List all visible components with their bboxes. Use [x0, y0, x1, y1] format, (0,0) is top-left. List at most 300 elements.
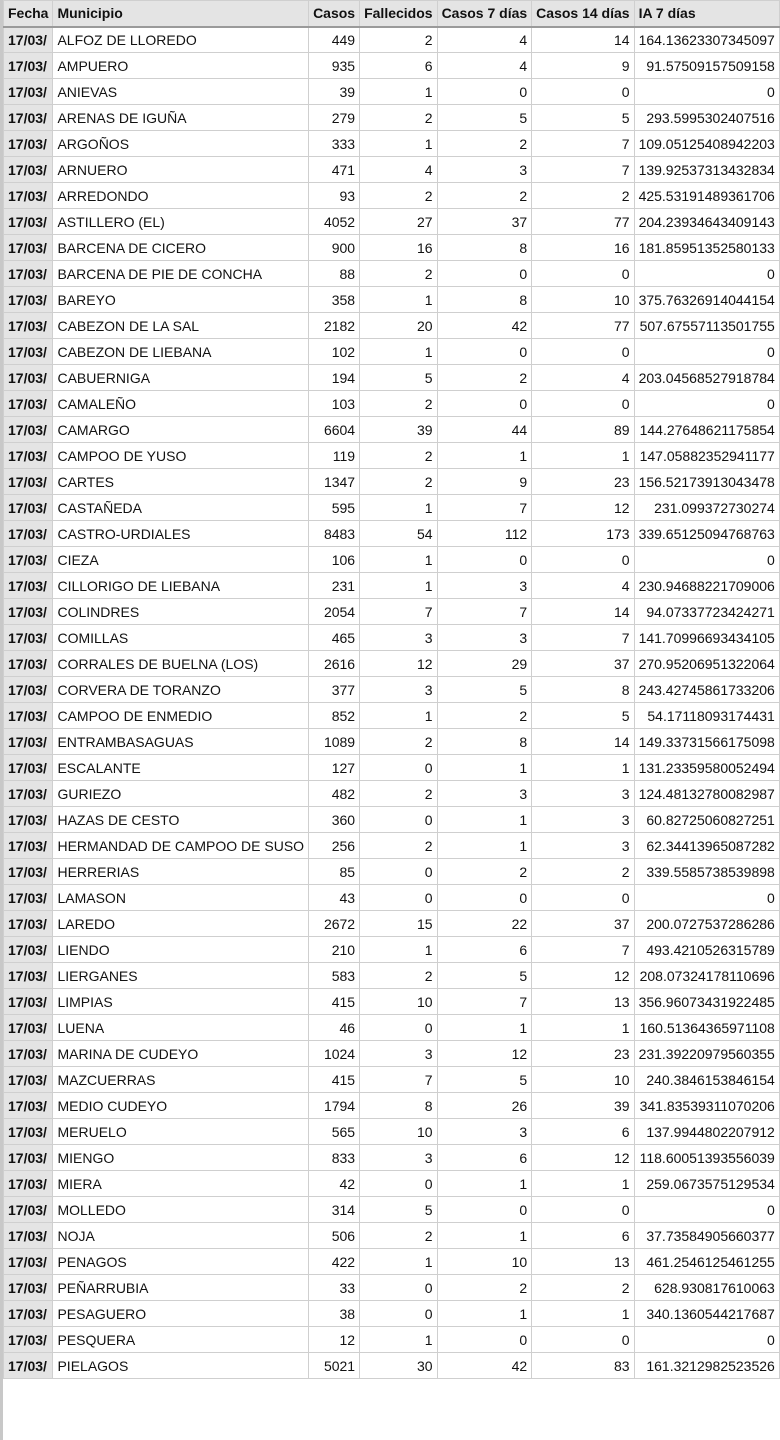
cell-ia-7-dias[interactable]: 628.930817610063 — [634, 1275, 779, 1301]
cell-municipio[interactable]: HERRERIAS — [53, 859, 309, 885]
cell-casos[interactable]: 422 — [309, 1249, 360, 1275]
cell-casos-14-dias[interactable]: 10 — [532, 287, 634, 313]
cell-fecha[interactable]: 17/03/ — [4, 53, 53, 79]
cell-fallecidos[interactable]: 1 — [360, 703, 437, 729]
cell-casos-14-dias[interactable]: 1 — [532, 1171, 634, 1197]
cell-ia-7-dias[interactable]: 0 — [634, 547, 779, 573]
cell-fallecidos[interactable]: 5 — [360, 365, 437, 391]
cell-fecha[interactable]: 17/03/ — [4, 1067, 53, 1093]
cell-casos-14-dias[interactable]: 14 — [532, 27, 634, 53]
cell-fallecidos[interactable]: 0 — [360, 1171, 437, 1197]
cell-casos-14-dias[interactable]: 0 — [532, 339, 634, 365]
cell-casos[interactable]: 12 — [309, 1327, 360, 1353]
cell-casos-7-dias[interactable]: 2 — [437, 365, 532, 391]
cell-casos-7-dias[interactable]: 3 — [437, 573, 532, 599]
cell-ia-7-dias[interactable]: 139.92537313432834 — [634, 157, 779, 183]
cell-fallecidos[interactable]: 1 — [360, 287, 437, 313]
cell-casos[interactable]: 935 — [309, 53, 360, 79]
cell-casos-14-dias[interactable]: 0 — [532, 885, 634, 911]
cell-casos-7-dias[interactable]: 0 — [437, 391, 532, 417]
cell-casos-14-dias[interactable]: 14 — [532, 599, 634, 625]
cell-fecha[interactable]: 17/03/ — [4, 1145, 53, 1171]
cell-casos[interactable]: 4052 — [309, 209, 360, 235]
cell-municipio[interactable]: COMILLAS — [53, 625, 309, 651]
cell-ia-7-dias[interactable]: 240.3846153846154 — [634, 1067, 779, 1093]
cell-fallecidos[interactable]: 1 — [360, 495, 437, 521]
cell-municipio[interactable]: CIEZA — [53, 547, 309, 573]
cell-fallecidos[interactable]: 1 — [360, 1249, 437, 1275]
cell-fallecidos[interactable]: 10 — [360, 1119, 437, 1145]
cell-fallecidos[interactable]: 7 — [360, 599, 437, 625]
cell-casos[interactable]: 415 — [309, 989, 360, 1015]
cell-casos[interactable]: 333 — [309, 131, 360, 157]
cell-municipio[interactable]: CARTES — [53, 469, 309, 495]
cell-casos-14-dias[interactable]: 5 — [532, 703, 634, 729]
cell-casos[interactable]: 88 — [309, 261, 360, 287]
cell-casos[interactable]: 2616 — [309, 651, 360, 677]
cell-casos-14-dias[interactable]: 14 — [532, 729, 634, 755]
cell-casos-14-dias[interactable]: 0 — [532, 1327, 634, 1353]
cell-ia-7-dias[interactable]: 37.73584905660377 — [634, 1223, 779, 1249]
cell-fallecidos[interactable]: 1 — [360, 1327, 437, 1353]
cell-casos[interactable]: 415 — [309, 1067, 360, 1093]
cell-fallecidos[interactable]: 0 — [360, 1301, 437, 1327]
cell-fecha[interactable]: 17/03/ — [4, 599, 53, 625]
cell-casos[interactable]: 2182 — [309, 313, 360, 339]
cell-casos-14-dias[interactable]: 7 — [532, 937, 634, 963]
cell-casos[interactable]: 358 — [309, 287, 360, 313]
cell-fecha[interactable]: 17/03/ — [4, 937, 53, 963]
cell-casos[interactable]: 377 — [309, 677, 360, 703]
cell-casos[interactable]: 2672 — [309, 911, 360, 937]
cell-ia-7-dias[interactable]: 94.07337723424271 — [634, 599, 779, 625]
cell-casos-14-dias[interactable]: 23 — [532, 1041, 634, 1067]
cell-ia-7-dias[interactable]: 339.5585738539898 — [634, 859, 779, 885]
cell-fallecidos[interactable]: 39 — [360, 417, 437, 443]
cell-fecha[interactable]: 17/03/ — [4, 547, 53, 573]
cell-casos-14-dias[interactable]: 0 — [532, 1197, 634, 1223]
cell-fecha[interactable]: 17/03/ — [4, 573, 53, 599]
cell-fecha[interactable]: 17/03/ — [4, 703, 53, 729]
cell-fallecidos[interactable]: 0 — [360, 1015, 437, 1041]
cell-ia-7-dias[interactable]: 375.76326914044154 — [634, 287, 779, 313]
cell-casos-14-dias[interactable]: 1 — [532, 1301, 634, 1327]
cell-casos[interactable]: 833 — [309, 1145, 360, 1171]
cell-casos-14-dias[interactable]: 3 — [532, 833, 634, 859]
cell-casos-14-dias[interactable]: 4 — [532, 573, 634, 599]
cell-ia-7-dias[interactable]: 341.83539311070206 — [634, 1093, 779, 1119]
cell-casos-14-dias[interactable]: 7 — [532, 131, 634, 157]
cell-ia-7-dias[interactable]: 137.9944802207912 — [634, 1119, 779, 1145]
cell-fecha[interactable]: 17/03/ — [4, 833, 53, 859]
cell-casos-7-dias[interactable]: 0 — [437, 339, 532, 365]
cell-fallecidos[interactable]: 2 — [360, 469, 437, 495]
cell-casos[interactable]: 565 — [309, 1119, 360, 1145]
cell-fecha[interactable]: 17/03/ — [4, 79, 53, 105]
cell-casos-7-dias[interactable]: 5 — [437, 1067, 532, 1093]
cell-casos-14-dias[interactable]: 173 — [532, 521, 634, 547]
cell-casos-7-dias[interactable]: 0 — [437, 547, 532, 573]
cell-fecha[interactable]: 17/03/ — [4, 625, 53, 651]
cell-casos[interactable]: 38 — [309, 1301, 360, 1327]
cell-municipio[interactable]: ARREDONDO — [53, 183, 309, 209]
cell-municipio[interactable]: LIENDO — [53, 937, 309, 963]
cell-casos-7-dias[interactable]: 0 — [437, 1197, 532, 1223]
cell-casos-7-dias[interactable]: 6 — [437, 937, 532, 963]
cell-fecha[interactable]: 17/03/ — [4, 495, 53, 521]
cell-fecha[interactable]: 17/03/ — [4, 235, 53, 261]
cell-casos-14-dias[interactable]: 13 — [532, 989, 634, 1015]
cell-casos-14-dias[interactable]: 2 — [532, 1275, 634, 1301]
cell-municipio[interactable]: CASTRO-URDIALES — [53, 521, 309, 547]
cell-fallecidos[interactable]: 2 — [360, 391, 437, 417]
cell-casos[interactable]: 102 — [309, 339, 360, 365]
cell-ia-7-dias[interactable]: 118.60051393556039 — [634, 1145, 779, 1171]
cell-fallecidos[interactable]: 2 — [360, 27, 437, 53]
cell-casos-7-dias[interactable]: 7 — [437, 989, 532, 1015]
cell-casos[interactable]: 360 — [309, 807, 360, 833]
cell-fallecidos[interactable]: 0 — [360, 755, 437, 781]
cell-casos-14-dias[interactable]: 5 — [532, 105, 634, 131]
cell-fecha[interactable]: 17/03/ — [4, 469, 53, 495]
cell-casos-14-dias[interactable]: 39 — [532, 1093, 634, 1119]
cell-ia-7-dias[interactable]: 0 — [634, 1327, 779, 1353]
cell-municipio[interactable]: CAMARGO — [53, 417, 309, 443]
cell-municipio[interactable]: HERMANDAD DE CAMPOO DE SUSO — [53, 833, 309, 859]
cell-municipio[interactable]: COLINDRES — [53, 599, 309, 625]
cell-casos-7-dias[interactable]: 26 — [437, 1093, 532, 1119]
cell-casos-7-dias[interactable]: 2 — [437, 131, 532, 157]
cell-municipio[interactable]: ANIEVAS — [53, 79, 309, 105]
header-municipio[interactable]: Municipio — [53, 1, 309, 27]
cell-fallecidos[interactable]: 0 — [360, 859, 437, 885]
cell-fallecidos[interactable]: 1 — [360, 79, 437, 105]
cell-municipio[interactable]: MIENGO — [53, 1145, 309, 1171]
cell-municipio[interactable]: ASTILLERO (EL) — [53, 209, 309, 235]
cell-ia-7-dias[interactable]: 0 — [634, 79, 779, 105]
header-casos-14-dias[interactable]: Casos 14 días — [532, 1, 634, 27]
cell-ia-7-dias[interactable]: 181.85951352580133 — [634, 235, 779, 261]
cell-casos[interactable]: 583 — [309, 963, 360, 989]
cell-municipio[interactable]: PESAGUERO — [53, 1301, 309, 1327]
cell-fecha[interactable]: 17/03/ — [4, 1015, 53, 1041]
cell-fecha[interactable]: 17/03/ — [4, 209, 53, 235]
cell-casos[interactable]: 471 — [309, 157, 360, 183]
cell-casos-14-dias[interactable]: 7 — [532, 625, 634, 651]
cell-fallecidos[interactable]: 2 — [360, 1223, 437, 1249]
cell-fecha[interactable]: 17/03/ — [4, 781, 53, 807]
cell-casos-7-dias[interactable]: 42 — [437, 313, 532, 339]
header-fecha[interactable]: Fecha — [4, 1, 53, 27]
cell-fecha[interactable]: 17/03/ — [4, 1171, 53, 1197]
cell-casos-7-dias[interactable]: 4 — [437, 27, 532, 53]
cell-ia-7-dias[interactable]: 340.1360544217687 — [634, 1301, 779, 1327]
cell-casos[interactable]: 85 — [309, 859, 360, 885]
cell-casos-14-dias[interactable]: 0 — [532, 261, 634, 287]
cell-casos-7-dias[interactable]: 8 — [437, 729, 532, 755]
cell-casos-7-dias[interactable]: 3 — [437, 781, 532, 807]
cell-casos[interactable]: 1024 — [309, 1041, 360, 1067]
cell-fallecidos[interactable]: 1 — [360, 339, 437, 365]
cell-casos-14-dias[interactable]: 9 — [532, 53, 634, 79]
cell-casos[interactable]: 2054 — [309, 599, 360, 625]
cell-fallecidos[interactable]: 20 — [360, 313, 437, 339]
cell-fallecidos[interactable]: 1 — [360, 573, 437, 599]
cell-casos-7-dias[interactable]: 1 — [437, 1223, 532, 1249]
cell-fecha[interactable]: 17/03/ — [4, 183, 53, 209]
cell-casos-14-dias[interactable]: 6 — [532, 1223, 634, 1249]
cell-fecha[interactable]: 17/03/ — [4, 1301, 53, 1327]
cell-municipio[interactable]: CAMALEÑO — [53, 391, 309, 417]
cell-fecha[interactable]: 17/03/ — [4, 885, 53, 911]
cell-fallecidos[interactable]: 3 — [360, 677, 437, 703]
cell-casos[interactable]: 256 — [309, 833, 360, 859]
cell-casos[interactable]: 279 — [309, 105, 360, 131]
cell-ia-7-dias[interactable]: 461.2546125461255 — [634, 1249, 779, 1275]
cell-ia-7-dias[interactable]: 109.05125408942203 — [634, 131, 779, 157]
cell-casos-7-dias[interactable]: 0 — [437, 885, 532, 911]
cell-casos-7-dias[interactable]: 9 — [437, 469, 532, 495]
cell-fallecidos[interactable]: 16 — [360, 235, 437, 261]
cell-fallecidos[interactable]: 30 — [360, 1353, 437, 1379]
cell-fecha[interactable]: 17/03/ — [4, 1353, 53, 1379]
cell-casos-7-dias[interactable]: 12 — [437, 1041, 532, 1067]
cell-fallecidos[interactable]: 2 — [360, 781, 437, 807]
cell-fallecidos[interactable]: 1 — [360, 937, 437, 963]
cell-municipio[interactable]: MOLLEDO — [53, 1197, 309, 1223]
cell-casos-14-dias[interactable]: 12 — [532, 963, 634, 989]
cell-ia-7-dias[interactable]: 293.5995302407516 — [634, 105, 779, 131]
cell-ia-7-dias[interactable]: 507.67557113501755 — [634, 313, 779, 339]
cell-ia-7-dias[interactable]: 208.07324178110696 — [634, 963, 779, 989]
cell-casos-14-dias[interactable]: 3 — [532, 807, 634, 833]
cell-municipio[interactable]: ALFOZ DE LLOREDO — [53, 27, 309, 53]
cell-fecha[interactable]: 17/03/ — [4, 417, 53, 443]
cell-municipio[interactable]: BAREYO — [53, 287, 309, 313]
cell-casos-7-dias[interactable]: 2 — [437, 183, 532, 209]
cell-casos-14-dias[interactable]: 0 — [532, 547, 634, 573]
cell-casos-14-dias[interactable]: 77 — [532, 209, 634, 235]
cell-fecha[interactable]: 17/03/ — [4, 1223, 53, 1249]
cell-ia-7-dias[interactable]: 131.23359580052494 — [634, 755, 779, 781]
cell-ia-7-dias[interactable]: 62.34413965087282 — [634, 833, 779, 859]
cell-fecha[interactable]: 17/03/ — [4, 807, 53, 833]
cell-casos[interactable]: 42 — [309, 1171, 360, 1197]
cell-casos-14-dias[interactable]: 3 — [532, 781, 634, 807]
cell-municipio[interactable]: ARGOÑOS — [53, 131, 309, 157]
cell-municipio[interactable]: MIERA — [53, 1171, 309, 1197]
cell-casos-7-dias[interactable]: 6 — [437, 1145, 532, 1171]
cell-casos-7-dias[interactable]: 1 — [437, 1301, 532, 1327]
header-fallecidos[interactable]: Fallecidos — [360, 1, 437, 27]
cell-fallecidos[interactable]: 54 — [360, 521, 437, 547]
cell-casos-7-dias[interactable]: 2 — [437, 703, 532, 729]
cell-municipio[interactable]: PIELAGOS — [53, 1353, 309, 1379]
cell-ia-7-dias[interactable]: 161.3212982523526 — [634, 1353, 779, 1379]
cell-ia-7-dias[interactable]: 0 — [634, 1197, 779, 1223]
cell-fallecidos[interactable]: 3 — [360, 625, 437, 651]
cell-casos[interactable]: 106 — [309, 547, 360, 573]
cell-fallecidos[interactable]: 8 — [360, 1093, 437, 1119]
cell-fecha[interactable]: 17/03/ — [4, 651, 53, 677]
cell-casos-7-dias[interactable]: 1 — [437, 833, 532, 859]
cell-ia-7-dias[interactable]: 0 — [634, 261, 779, 287]
cell-fallecidos[interactable]: 2 — [360, 105, 437, 131]
cell-casos-14-dias[interactable]: 89 — [532, 417, 634, 443]
cell-fecha[interactable]: 17/03/ — [4, 911, 53, 937]
cell-fallecidos[interactable]: 6 — [360, 53, 437, 79]
cell-municipio[interactable]: PENAGOS — [53, 1249, 309, 1275]
cell-casos[interactable]: 506 — [309, 1223, 360, 1249]
cell-ia-7-dias[interactable]: 204.23934643409143 — [634, 209, 779, 235]
cell-casos-7-dias[interactable]: 1 — [437, 755, 532, 781]
cell-casos-14-dias[interactable]: 23 — [532, 469, 634, 495]
cell-casos-14-dias[interactable]: 7 — [532, 157, 634, 183]
cell-fecha[interactable]: 17/03/ — [4, 105, 53, 131]
cell-municipio[interactable]: CILLORIGO DE LIEBANA — [53, 573, 309, 599]
cell-fecha[interactable]: 17/03/ — [4, 443, 53, 469]
cell-casos[interactable]: 1089 — [309, 729, 360, 755]
cell-fallecidos[interactable]: 2 — [360, 183, 437, 209]
cell-casos[interactable]: 231 — [309, 573, 360, 599]
cell-casos-14-dias[interactable]: 2 — [532, 183, 634, 209]
cell-ia-7-dias[interactable]: 0 — [634, 885, 779, 911]
cell-municipio[interactable]: LAMASON — [53, 885, 309, 911]
cell-fallecidos[interactable]: 0 — [360, 885, 437, 911]
cell-casos-14-dias[interactable]: 2 — [532, 859, 634, 885]
cell-municipio[interactable]: NOJA — [53, 1223, 309, 1249]
cell-ia-7-dias[interactable]: 54.17118093174431 — [634, 703, 779, 729]
cell-municipio[interactable]: CABEZON DE LA SAL — [53, 313, 309, 339]
cell-fecha[interactable]: 17/03/ — [4, 313, 53, 339]
cell-casos[interactable]: 33 — [309, 1275, 360, 1301]
cell-casos-7-dias[interactable]: 42 — [437, 1353, 532, 1379]
cell-fecha[interactable]: 17/03/ — [4, 131, 53, 157]
cell-ia-7-dias[interactable]: 144.27648621175854 — [634, 417, 779, 443]
cell-municipio[interactable]: PESQUERA — [53, 1327, 309, 1353]
cell-casos[interactable]: 8483 — [309, 521, 360, 547]
cell-casos-7-dias[interactable]: 112 — [437, 521, 532, 547]
cell-fallecidos[interactable]: 27 — [360, 209, 437, 235]
cell-fallecidos[interactable]: 3 — [360, 1145, 437, 1171]
cell-casos-14-dias[interactable]: 83 — [532, 1353, 634, 1379]
cell-casos-14-dias[interactable]: 77 — [532, 313, 634, 339]
cell-casos[interactable]: 39 — [309, 79, 360, 105]
cell-casos[interactable]: 46 — [309, 1015, 360, 1041]
cell-ia-7-dias[interactable]: 149.33731566175098 — [634, 729, 779, 755]
cell-fecha[interactable]: 17/03/ — [4, 963, 53, 989]
cell-casos[interactable]: 595 — [309, 495, 360, 521]
cell-casos-7-dias[interactable]: 37 — [437, 209, 532, 235]
cell-fallecidos[interactable]: 2 — [360, 261, 437, 287]
cell-ia-7-dias[interactable]: 124.48132780082987 — [634, 781, 779, 807]
cell-casos-14-dias[interactable]: 1 — [532, 1015, 634, 1041]
cell-fecha[interactable]: 17/03/ — [4, 1197, 53, 1223]
cell-fallecidos[interactable]: 10 — [360, 989, 437, 1015]
cell-casos-7-dias[interactable]: 1 — [437, 807, 532, 833]
cell-casos-14-dias[interactable]: 10 — [532, 1067, 634, 1093]
cell-casos-14-dias[interactable]: 16 — [532, 235, 634, 261]
cell-fecha[interactable]: 17/03/ — [4, 157, 53, 183]
cell-fallecidos[interactable]: 2 — [360, 963, 437, 989]
cell-casos-7-dias[interactable]: 10 — [437, 1249, 532, 1275]
cell-municipio[interactable]: CASTAÑEDA — [53, 495, 309, 521]
cell-casos-7-dias[interactable]: 3 — [437, 1119, 532, 1145]
cell-casos-14-dias[interactable]: 4 — [532, 365, 634, 391]
cell-fecha[interactable]: 17/03/ — [4, 287, 53, 313]
cell-ia-7-dias[interactable]: 91.57509157509158 — [634, 53, 779, 79]
cell-casos-7-dias[interactable]: 3 — [437, 157, 532, 183]
cell-casos-7-dias[interactable]: 1 — [437, 1171, 532, 1197]
cell-casos-7-dias[interactable]: 3 — [437, 625, 532, 651]
cell-casos-7-dias[interactable]: 1 — [437, 443, 532, 469]
cell-fecha[interactable]: 17/03/ — [4, 339, 53, 365]
cell-casos-7-dias[interactable]: 2 — [437, 1275, 532, 1301]
header-ia-7-dias[interactable]: IA 7 días — [634, 1, 779, 27]
cell-casos-7-dias[interactable]: 5 — [437, 963, 532, 989]
cell-fecha[interactable]: 17/03/ — [4, 391, 53, 417]
cell-ia-7-dias[interactable]: 493.4210526315789 — [634, 937, 779, 963]
cell-municipio[interactable]: GURIEZO — [53, 781, 309, 807]
cell-casos-7-dias[interactable]: 8 — [437, 287, 532, 313]
cell-fecha[interactable]: 17/03/ — [4, 755, 53, 781]
cell-fecha[interactable]: 17/03/ — [4, 521, 53, 547]
header-casos[interactable]: Casos — [309, 1, 360, 27]
cell-fallecidos[interactable]: 0 — [360, 807, 437, 833]
cell-municipio[interactable]: ARENAS DE IGUÑA — [53, 105, 309, 131]
cell-fecha[interactable]: 17/03/ — [4, 1041, 53, 1067]
cell-casos[interactable]: 1794 — [309, 1093, 360, 1119]
cell-ia-7-dias[interactable]: 339.65125094768763 — [634, 521, 779, 547]
cell-casos-7-dias[interactable]: 22 — [437, 911, 532, 937]
cell-municipio[interactable]: CABEZON DE LIEBANA — [53, 339, 309, 365]
cell-casos-14-dias[interactable]: 12 — [532, 1145, 634, 1171]
cell-fallecidos[interactable]: 1 — [360, 131, 437, 157]
cell-casos-7-dias[interactable]: 2 — [437, 859, 532, 885]
cell-fallecidos[interactable]: 2 — [360, 443, 437, 469]
cell-fecha[interactable]: 17/03/ — [4, 1327, 53, 1353]
cell-fecha[interactable]: 17/03/ — [4, 1249, 53, 1275]
cell-casos-14-dias[interactable]: 1 — [532, 443, 634, 469]
cell-casos-14-dias[interactable]: 12 — [532, 495, 634, 521]
cell-casos-7-dias[interactable]: 7 — [437, 599, 532, 625]
cell-municipio[interactable]: ARNUERO — [53, 157, 309, 183]
cell-casos-14-dias[interactable]: 0 — [532, 391, 634, 417]
cell-casos-7-dias[interactable]: 4 — [437, 53, 532, 79]
cell-municipio[interactable]: LUENA — [53, 1015, 309, 1041]
cell-casos-7-dias[interactable]: 8 — [437, 235, 532, 261]
cell-casos[interactable]: 119 — [309, 443, 360, 469]
cell-municipio[interactable]: BARCENA DE CICERO — [53, 235, 309, 261]
cell-fallecidos[interactable]: 1 — [360, 547, 437, 573]
cell-casos-14-dias[interactable]: 8 — [532, 677, 634, 703]
cell-casos[interactable]: 194 — [309, 365, 360, 391]
cell-ia-7-dias[interactable]: 160.51364365971108 — [634, 1015, 779, 1041]
cell-casos-14-dias[interactable]: 1 — [532, 755, 634, 781]
cell-casos[interactable]: 5021 — [309, 1353, 360, 1379]
cell-fecha[interactable]: 17/03/ — [4, 27, 53, 53]
cell-ia-7-dias[interactable]: 147.05882352941177 — [634, 443, 779, 469]
cell-municipio[interactable]: LIERGANES — [53, 963, 309, 989]
cell-municipio[interactable]: MERUELO — [53, 1119, 309, 1145]
cell-casos-14-dias[interactable]: 6 — [532, 1119, 634, 1145]
cell-casos[interactable]: 6604 — [309, 417, 360, 443]
cell-municipio[interactable]: LIMPIAS — [53, 989, 309, 1015]
cell-casos-14-dias[interactable]: 37 — [532, 911, 634, 937]
cell-fecha[interactable]: 17/03/ — [4, 1119, 53, 1145]
cell-casos[interactable]: 465 — [309, 625, 360, 651]
cell-casos[interactable]: 1347 — [309, 469, 360, 495]
